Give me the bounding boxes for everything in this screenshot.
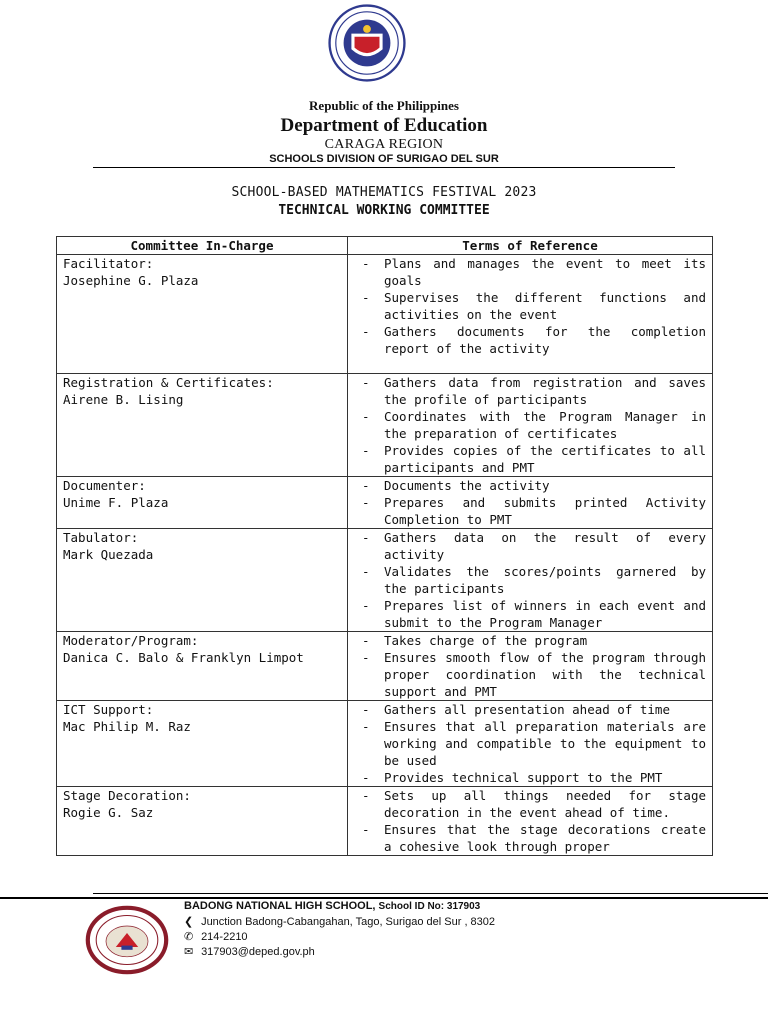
committee-cell: [57, 701, 348, 787]
duty-item: - Ensures that all preparation materials are working and compatible to the equipment to be used: [354, 718, 706, 769]
committee-cell: [57, 787, 348, 856]
committee-role: Tabulator:: [63, 530, 139, 545]
committee-role: Moderator/Program:: [63, 633, 199, 648]
duty-item: - Prepares list of winners in each event and submit to the Program Manager: [354, 597, 706, 631]
committee-person: Airene B. Lising: [63, 392, 184, 407]
email-icon: ✉: [184, 946, 194, 958]
table-header-row: [57, 237, 713, 255]
table-row: [57, 632, 713, 701]
festival-title: SCHOOL-BASED MATHEMATICS FESTIVAL 2023: [231, 185, 537, 200]
duty-list: [354, 632, 706, 700]
table-row: [57, 374, 713, 477]
duty-list: [354, 701, 706, 786]
column-header: Committee In-Charge: [57, 237, 348, 255]
footer-phone-line: [184, 930, 248, 943]
committee-cell: [57, 374, 348, 477]
header-region: CARAGA REGION: [324, 137, 444, 152]
footer-divider: [0, 897, 768, 899]
footer-school-id: School ID No: 317903: [378, 901, 481, 912]
duty-item: - Sets up all things needed for stage decoration in the event ahead of time.: [354, 787, 706, 821]
duty-list: [354, 787, 706, 855]
duty-item: - Ensures smooth flow of the program through proper coordination with the technical support and PMT: [354, 649, 706, 700]
committee-person: Josephine G. Plaza: [63, 273, 199, 288]
footer-email: 317903@deped.gov.ph: [201, 946, 315, 958]
committee-cell: [57, 255, 348, 374]
duty-item: - Validates the scores/points garnered by the participants: [354, 563, 706, 597]
duty-item: - Ensures that the stage decorations create a cohesive look through proper: [354, 821, 706, 855]
duty-item: - Provides copies of the certificates to all participants and PMT: [354, 442, 706, 476]
duty-item: - Plans and manages the event to meet its goals: [354, 255, 706, 289]
footer-divider-thin: [93, 893, 768, 894]
duty-item: - Supervises the different functions and activities on the event: [354, 289, 706, 323]
duty-list: [354, 255, 706, 357]
duty-item: - Gathers all presentation ahead of time: [354, 701, 706, 718]
committee-person: Mac Philip M. Raz: [63, 719, 191, 734]
header-republic: Republic of the Philippines: [309, 98, 459, 113]
terms-cell: [348, 787, 713, 856]
committee-cell: [57, 477, 348, 529]
committee-person: Mark Quezada: [63, 547, 154, 562]
duty-item: - Prepares and submits printed Activity Completion to PMT: [354, 494, 706, 528]
duty-item: - Gathers data from registration and saves the profile of participants: [354, 374, 706, 408]
table-row: [57, 701, 713, 787]
committee-person: Unime F. Plaza: [63, 495, 169, 510]
duty-item: - Documents the activity: [354, 477, 706, 494]
committee-title: TECHNICAL WORKING COMMITTEE: [278, 203, 490, 218]
duty-list: [354, 374, 706, 476]
duty-list: [354, 529, 706, 631]
committee-role: ICT Support:: [63, 702, 154, 717]
committee-cell: [57, 529, 348, 632]
table-row: [57, 255, 713, 374]
header-department: Department of Education: [280, 115, 488, 136]
committee-role: Stage Decoration:: [63, 788, 191, 803]
footer-school-name: BADONG NATIONAL HIGH SCHOOL,: [184, 900, 376, 912]
duty-item: - Coordinates with the Program Manager in the preparation of certificates: [354, 408, 706, 442]
table-row: [57, 787, 713, 856]
terms-cell: [348, 632, 713, 701]
duty-item: - Provides technical support to the PMT: [354, 769, 706, 786]
terms-cell: [348, 477, 713, 529]
footer-address-line: [184, 915, 495, 928]
header-division: SCHOOLS DIVISION OF SURIGAO DEL SUR: [269, 153, 499, 165]
duty-item: - Takes charge of the program: [354, 632, 706, 649]
terms-cell: [348, 255, 713, 374]
phone-icon: ✆: [184, 931, 194, 943]
table-row: [57, 529, 713, 632]
committee-role: Documenter:: [63, 478, 146, 493]
table-row: [57, 477, 713, 529]
footer-school: [184, 900, 480, 912]
committee-person: Rogie G. Saz: [63, 805, 154, 820]
committee-role: Registration & Certificates:: [63, 375, 274, 390]
terms-cell: [348, 701, 713, 787]
committee-role: Facilitator:: [63, 256, 154, 271]
terms-cell: [348, 529, 713, 632]
terms-cell: [348, 374, 713, 477]
duty-item: - Gathers documents for the completion report of the activity: [354, 323, 706, 357]
location-icon: ❮: [184, 916, 194, 928]
header-divider: [93, 167, 675, 168]
column-header: Terms of Reference: [348, 237, 713, 255]
footer-email-line: [184, 945, 315, 958]
committee-person: Danica C. Balo & Franklyn Limpot: [63, 650, 304, 665]
footer-phone: 214-2210: [201, 931, 248, 943]
committee-cell: [57, 632, 348, 701]
footer-address: Junction Badong-Cabangahan, Tago, Surigao del Sur , 8302: [201, 916, 496, 928]
duty-list: [354, 477, 706, 528]
deped-seal-logo: [328, 4, 406, 82]
duty-item: - Gathers data on the result of every activity: [354, 529, 706, 563]
school-seal-logo: [84, 905, 170, 975]
committee-table: [56, 236, 713, 856]
